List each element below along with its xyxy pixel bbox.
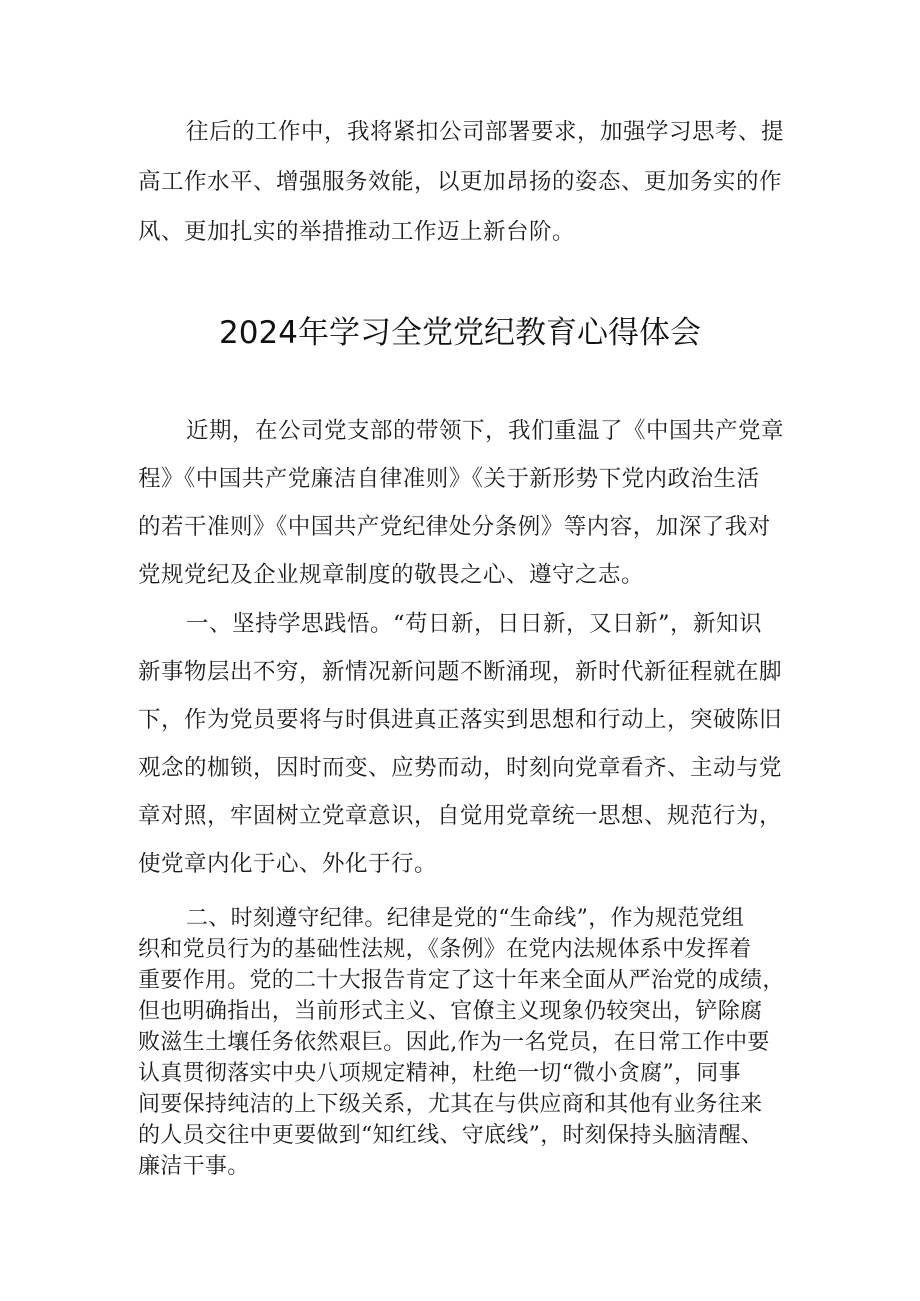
paragraph-3-line-7: 间要保持纯洁的上下级关系，尤其在与供应商和其他有业务往来 xyxy=(138,1092,763,1117)
paragraph-2-line-1: 一、坚持学思践悟。“苟日新，日日新，又日新”，新知识 xyxy=(186,611,763,637)
intro-line-3: 风、更加扎实的举措推动工作迈上新台阶。 xyxy=(138,219,576,245)
paragraph-2-line-5: 章对照，牢固树立党章意识，自觉用党章统一思想、规范行为， xyxy=(138,803,783,829)
paragraph-1-line-4: 党规党纪及企业规章制度的敬畏之心、遵守之志。 xyxy=(138,562,645,588)
paragraph-2-line-2: 新事物层出不穷，新情况新问题不断涌现，新时代新征程就在脚 xyxy=(138,659,783,685)
paragraph-3-line-8: 的人员交往中更要做到“知红线、守底线”，时刻保持头脑清醒、 xyxy=(138,1123,764,1148)
paragraph-3-line-1: 二、时刻遵守纪律。纪律是党的“生命线”，作为规范党组 xyxy=(186,906,745,931)
paragraph-3-line-4: 但也明确指出，当前形式主义、官僚主义现象仍较突出，铲除腐 xyxy=(138,999,763,1024)
paragraph-1-line-3: 的若干准则》《中国共产党纪律处分条例》等内容，加深了我对 xyxy=(138,514,771,540)
paragraph-1-line-1: 近期，在公司党支部的带领下，我们重温了《中国共产党章 xyxy=(186,418,785,444)
paragraph-2-line-6: 使党章内化于心、外化于行。 xyxy=(138,851,438,877)
paragraph-3-line-3: 重要作用。党的二十大报告肯定了这十年来全面从严治党的成绩， xyxy=(138,968,785,993)
paragraph-3-line-9: 廉洁干事。 xyxy=(138,1154,250,1179)
paragraph-1-line-2: 程》《中国共产党廉洁自律准则》《关于新形势下党内政治生活 xyxy=(138,466,760,492)
paragraph-3-line-5: 败滋生土壤任务依然艰巨。因此,作为一名党员，在日常工作中要 xyxy=(138,1030,770,1055)
paragraph-2-line-4: 观念的枷锁，因时而变、应势而动，时刻向党章看齐、主动与党 xyxy=(138,755,783,781)
paragraph-2-line-3: 下，作为党员要将与时俱进真正落实到思想和行动上，突破陈旧 xyxy=(138,707,783,733)
document-title: 2024年学习全党党纪教育心得体会 xyxy=(219,315,701,351)
paragraph-3-line-2: 织和党员行为的基础性法规，《条例》在党内法规体系中发挥着 xyxy=(138,937,752,962)
paragraph-3-line-6: 认真贯彻落实中央八项规定精神，杜绝一切“微小贪腐”，同事 xyxy=(138,1061,741,1086)
intro-line-2: 高工作水平、增强服务效能，以更加昂扬的姿态、更加务实的作 xyxy=(138,169,783,195)
intro-line-1: 往后的工作中，我将紧扣公司部署要求，加强学习思考、提 xyxy=(186,119,785,145)
